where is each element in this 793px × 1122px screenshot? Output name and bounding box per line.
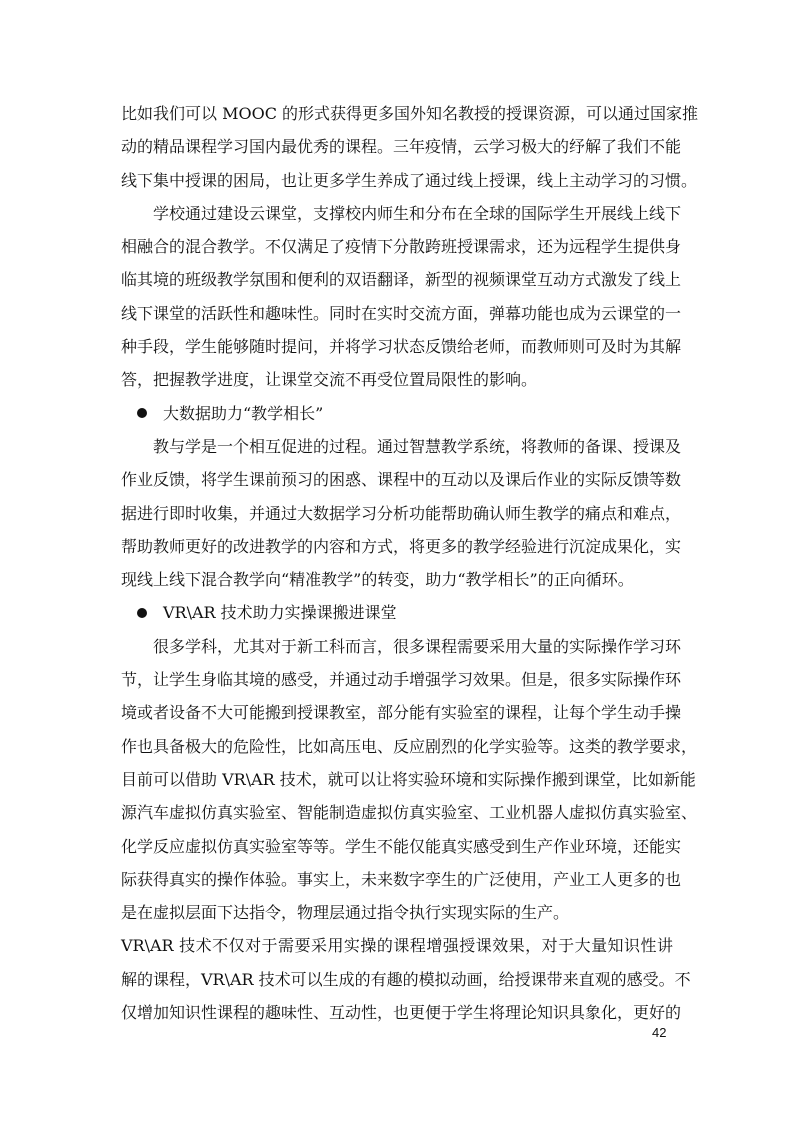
paragraph-teaching-learning [121,430,682,596]
text-line: 是在虚拟层面下达指令，物理层通过指令执行实现实际的生产。 [121,903,570,923]
text-line: VR\AR 技术不仅对于需要采用实操的课程增强授课效果，对于大量知识性讲 [121,936,673,956]
text-line: 现线上线下混合教学向“精准教学”的转变，助力“教学相长”的正向循环。 [121,570,634,590]
text-line: 仅增加知识性课程的趣味性、互动性，也更便于学生将理论知识具象化，更好的 [121,1003,682,1023]
bullet-heading-text: VR\AR 技术助力实操课搬进课堂 [163,603,397,623]
paragraph-knowledge-courses [121,929,691,1029]
bullet-heading-big-data [121,397,673,430]
text-line: 帮助教师更好的改进教学的内容和方式，将更多的教学经验进行沉淀成果化，实 [121,536,682,556]
bullet-heading-vr-ar [121,596,673,629]
text-line: 比如我们可以 MOOC 的形式获得更多国外知名教授的授课资源，可以通过国家推 [121,104,699,123]
text-line: 学校通过建设云课堂，支撑校内师生和分布在全球的国际学生开展线上线下 [153,203,682,223]
text-line: 源汽车虚拟仿真实验室、智能制造虚拟仿真实验室、工业机器人虚拟仿真实验室、 [121,803,698,823]
text-line: 据进行即时收集，并通过大数据学习分析功能帮助确认师生教学的痛点和难点， [121,503,682,523]
text-line: 临其境的班级教学氛围和便利的双语翻译，新型的视频课堂互动方式激发了线上 [121,270,682,290]
page-number: 42 [652,1025,667,1040]
bullet-icon [137,608,147,618]
bullet-icon [137,408,147,418]
text-line: 相融合的混合教学。不仅满足了疫情下分散跨班授课需求，还为远程学生提供身 [121,237,682,257]
text-line: 很多学科，尤其对于新工科而言，很多课程需要采用大量的实际操作学习环 [153,636,682,656]
text-line: 动的精品课程学习国内最优秀的课程。三年疫情，云学习极大的纾解了我们不能 [121,137,682,157]
paragraph-cloud-classroom [121,197,682,397]
text-line: 化学反应虚拟仿真实验室等等。学生不能仅能真实感受到生产作业环境，还能实 [121,836,682,856]
text-line: 节，让学生身临其境的感受，并通过动手增强学习效果。但是，很多实际操作环 [121,670,682,690]
text-line: 答，把握教学进度，让课堂交流不再受位置局限性的影响。 [121,370,538,390]
text-line: 线下课堂的活跃性和趣味性。同时在实时交流方面，弹幕功能也成为云课堂的一 [121,303,682,323]
text-line: 际获得真实的操作体验。事实上，未来数字孪生的广泛使用，产业工人更多的也 [121,869,682,889]
text-line: 作业反馈，将学生课前预习的困惑、课程中的互动以及课后作业的实际反馈等数 [121,470,682,490]
document-body [121,97,699,1029]
bullet-heading-text: 大数据助力“教学相长” [163,403,324,423]
text-line: 解的课程，VR\AR 技术可以生成的有趣的模拟动画，给授课带来直观的感受。不 [121,969,691,989]
paragraph-practical-courses [121,630,698,930]
paragraph-mooc [121,97,699,197]
text-line: 种手段，学生能够随时提问，并将学习状态反馈给老师，而教师则可及时为其解 [121,337,682,357]
text-line: 线下集中授课的困局，也让更多学生养成了通过线上授课，线上主动学习的习惯。 [121,170,698,190]
text-line: 境或者设备不大可能搬到授课教室，部分能有实验室的课程，让每个学生动手操 [121,703,682,723]
text-line: 目前可以借助 VR\AR 技术，就可以让将实验环境和实际操作搬到课堂，比如新能 [121,769,696,789]
text-line: 作也具备极大的危险性，比如高压电、反应剧烈的化学实验等。这类的教学要求， [121,736,698,756]
text-line: 教与学是一个相互促进的过程。通过智慧教学系统，将教师的备课、授课及 [153,436,682,456]
